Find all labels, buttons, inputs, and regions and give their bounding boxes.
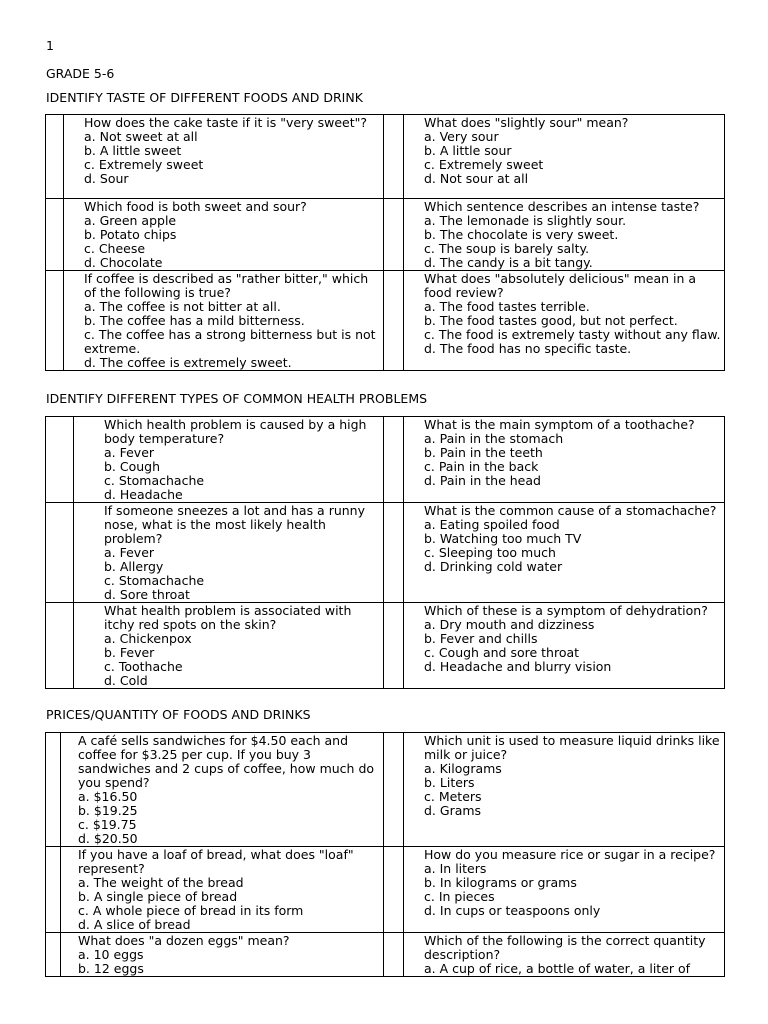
grade-label: GRADE 5-6	[46, 66, 115, 81]
question-cell: How does the cake taste if it is "very sweet"? a. Not sweet at all b. A little sweet c. Extremely sweet d. Sour	[64, 115, 384, 199]
section-title: IDENTIFY DIFFERENT TYPES OF COMMON HEALTH PROBLEMS	[46, 391, 428, 406]
question-cell: What does "slightly sour" mean? a. Very sour b. A little sour c. Extremely sweet d. Not sour at all	[404, 115, 725, 199]
table-row	[46, 933, 725, 977]
margin-cell	[384, 199, 404, 271]
margin-cell	[384, 271, 404, 371]
margin-cell	[46, 733, 61, 847]
question-cell: What is the common cause of a stomachache? a. Eating spoiled food b. Watching too much TV c. Sleeping too much d. Drinking cold water	[404, 503, 725, 603]
page-number: 1	[46, 38, 54, 53]
margin-cell	[384, 847, 404, 933]
margin-cell	[46, 503, 74, 603]
table-row	[46, 271, 725, 371]
section-title: PRICES/QUANTITY OF FOODS AND DRINKS	[46, 707, 311, 722]
margin-cell	[46, 417, 74, 503]
question-cell: Which of the following is the correct quantity description? a. A cup of rice, a bottle of water, a liter of	[404, 933, 725, 977]
table-row	[46, 603, 725, 689]
question-cell: What is the main symptom of a toothache? a. Pain in the stomach b. Pain in the teeth c. Pain in the back d. Pain in the head	[404, 417, 725, 503]
section-title: IDENTIFY TASTE OF DIFFERENT FOODS AND DRINK	[46, 90, 363, 105]
question-cell: If you have a loaf of bread, what does "loaf" represent? a. The weight of the bread b. A single piece of bread c. A whole piece of bread in its form d. A slice of bread	[61, 847, 384, 933]
question-cell: Which sentence describes an intense taste? a. The lemonade is slightly sour. b. The chocolate is very sweet. c. The soup is barely salty. d. The candy is a bit tangy.	[404, 199, 725, 271]
table-row	[46, 733, 725, 847]
question-cell: Which food is both sweet and sour? a. Green apple b. Potato chips c. Cheese d. Chocolate	[64, 199, 384, 271]
table-row	[46, 847, 725, 933]
question-table	[45, 416, 725, 689]
table-row	[46, 115, 725, 199]
table-row	[46, 417, 725, 503]
table-row	[46, 199, 725, 271]
margin-cell	[384, 417, 404, 503]
margin-cell	[384, 603, 404, 689]
margin-cell	[46, 603, 74, 689]
question-table	[45, 114, 725, 371]
question-cell: Which of these is a symptom of dehydration? a. Dry mouth and dizziness b. Fever and chills c. Cough and sore throat d. Headache and blurry vision	[404, 603, 725, 689]
question-table	[45, 732, 725, 977]
margin-cell	[46, 199, 64, 271]
margin-cell	[46, 847, 61, 933]
table-row	[46, 503, 725, 603]
margin-cell	[384, 115, 404, 199]
margin-cell	[384, 933, 404, 977]
margin-cell	[46, 271, 64, 371]
margin-cell	[384, 503, 404, 603]
question-cell: What health problem is associated with itchy red spots on the skin? a. Chickenpox b. Fever c. Toothache d. Cold	[74, 603, 384, 689]
margin-cell	[384, 733, 404, 847]
question-cell: Which unit is used to measure liquid drinks like milk or juice? a. Kilograms b. Liters c. Meters d. Grams	[404, 733, 725, 847]
margin-cell	[46, 933, 61, 977]
question-cell: What does "absolutely delicious" mean in a food review? a. The food tastes terrible. b. The food tastes good, but not perfect. c. The food is extremely tasty without any flaw. d. The food has no specific taste.	[404, 271, 725, 371]
question-cell: If someone sneezes a lot and has a runny nose, what is the most likely health problem? a. Fever b. Allergy c. Stomachache d. Sore throat	[74, 503, 384, 603]
margin-cell	[46, 115, 64, 199]
question-cell: If coffee is described as "rather bitter," which of the following is true? a. The coffee is not bitter at all. b. The coffee has a mild bitterness. c. The coffee has a strong bitterness but is not extreme. d. The coffee is extremely sweet.	[64, 271, 384, 371]
question-cell: Which health problem is caused by a high body temperature? a. Fever b. Cough c. Stomachache d. Headache	[74, 417, 384, 503]
question-cell: What does "a dozen eggs" mean? a. 10 eggs b. 12 eggs	[61, 933, 384, 977]
question-cell: How do you measure rice or sugar in a recipe? a. In liters b. In kilograms or grams c. In pieces d. In cups or teaspoons only	[404, 847, 725, 933]
question-cell: A café sells sandwiches for $4.50 each and coffee for $3.25 per cup. If you buy 3 sandwiches and 2 cups of coffee, how much do you spend? a. $16.50 b. $19.25 c. $19.75 d. $20.50	[61, 733, 384, 847]
